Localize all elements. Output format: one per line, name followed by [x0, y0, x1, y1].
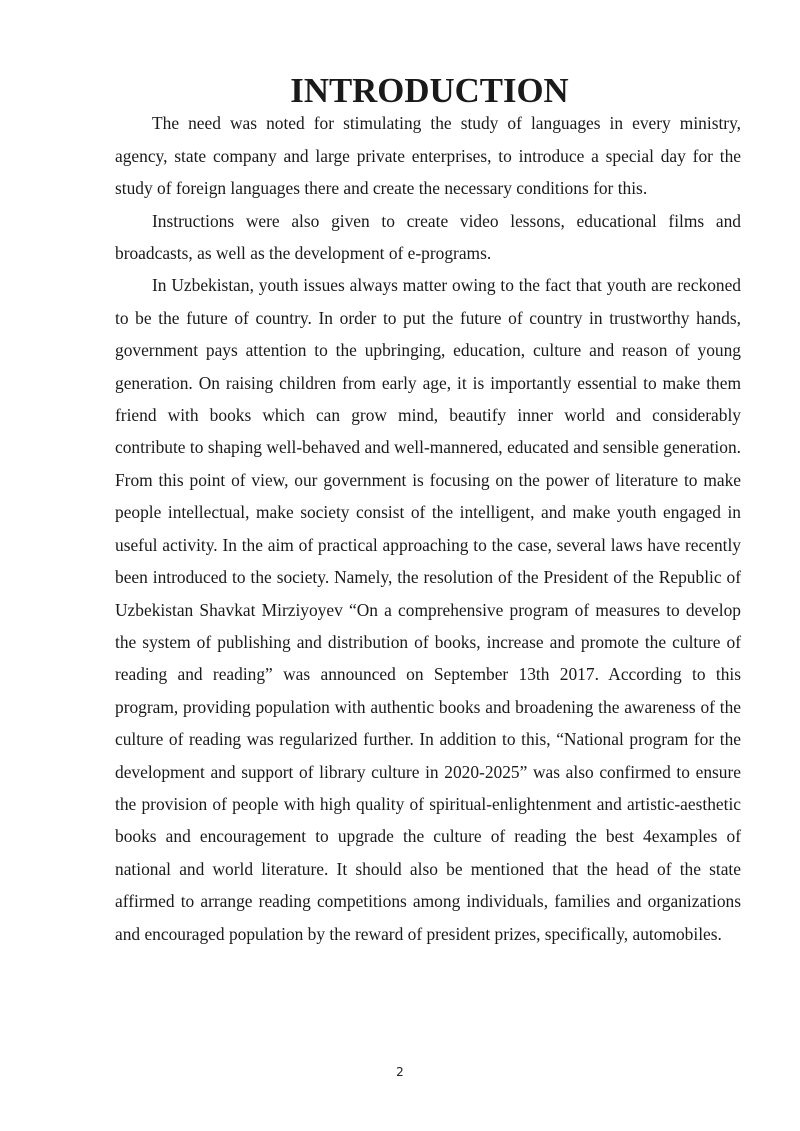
paragraph-1: The need was noted for stimulating the study of languages in every ministry, agency, state company and large private enterprises, to introduce a special day for the study of foreign languages there and create the necessary conditions for this.: [115, 113, 741, 199]
page-body: [115, 71, 741, 950]
page-number: 2: [396, 1065, 404, 1079]
page-title: INTRODUCTION: [290, 71, 569, 110]
paragraph-2: Instructions were also given to create video lessons, educational films and broadcasts, as well as the development of e-programs.: [115, 210, 741, 264]
paragraph-3: In Uzbekistan, youth issues always matter owing to the fact that youth are reckoned to be the future of country. In order to put the future of country in trustworthy hands, government pays attention to the upbringing, education, culture and reason of young generation. On raising children from early age, it is importantly essential to make them friend with books which can grow mind, beautify inner world and considerably contribute to shaping well-behaved and well-mannered, educated and sensible generation. From this point of view, our government is focusing on the power of literature to make people intellectual, make society consist of the intelligent, and make youth engaged in useful activity. In the aim of practical approaching to the case, several laws have recently been introduced to the society. Namely, the resolution of the President of the Republic of Uzbekistan Shavkat Mirziyoyev “On a comprehensive program of measures to develop the system of publishing and distribution of books, increase and promote the culture of reading and reading” was announced on September 13th 2017. According to this program, providing population with authentic books and broadening the awareness of the culture of reading was regularized further. In addition to this, “National program for the development and support of library culture in 2020-2025” was also confirmed to ensure the provision of people with high quality of spiritual-enlightenment and artistic-aesthetic books and encouragement to upgrade the culture of reading the best 4examples of national and world literature. It should also be mentioned that the head of the state affirmed to arrange reading competitions among individuals, families and organizations and encouraged population by the reward of president prizes, specifically, automobiles.: [115, 275, 741, 944]
